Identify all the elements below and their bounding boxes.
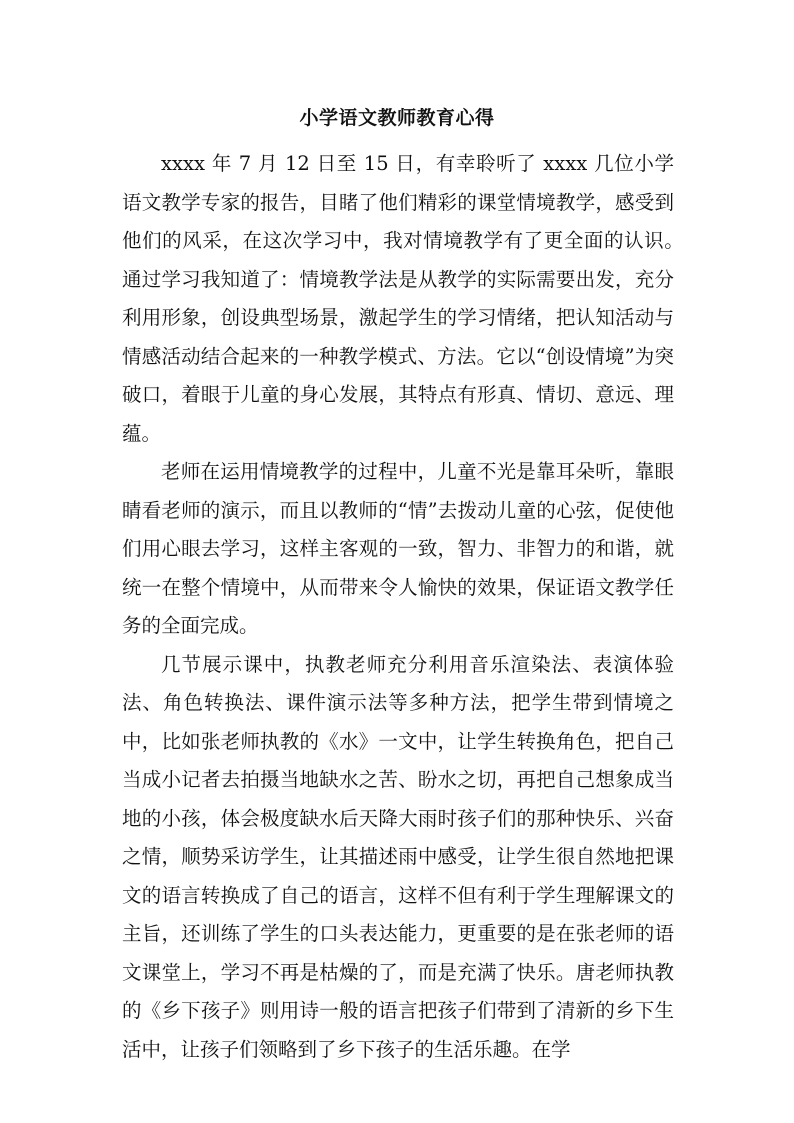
document-body [122,145,714,1069]
document-title: 小学语文教师教育心得 [299,107,495,129]
paragraph-2: 老师在运用情境教学的过程中，儿童不光是靠耳朵听，靠眼睛看老师的演示，而且以教师的“情”去拨动儿童的心弦，促使他们用心眼去学习，这样主客观的一致，智力、非智力的和谐，就统一在整个情境中，从而带来令人愉快的效果，保证语文教学任务的全面完成。 [122,460,674,637]
paragraph-1: xxxx 年 7 月 12 日至 15 日，有幸聆听了 xxxx 几位小学语文教学专家的报告，目睹了他们精彩的课堂情境教学，感受到他们的风采，在这次学习中，我对情境教学有了更全面的认识。 通过学习我知道了：情境教学法是从教学的实际需要出发，充分利用形象，创设典型场景，激起学生的学习情绪，把认知活动与情感活动结合起来的一种教学模式、方法。它以“创设情境”为突破口，着眼于儿童的身心发展，其特点有形真、情切、意远、理蕴。 [122,152,714,445]
paragraph-3: 几节展示课中，执教老师充分利用音乐渲染法、表演体验法、角色转换法、课件演示法等多种方法，把学生带到情境之中，比如张老师执教的《水》一文中，让学生转换角色，把自己当成小记者去拍摄当地缺水之苦、盼水之切，再把自己想象成当地的小孩，体会极度缺水后天降大雨时孩子们的那种快乐、兴奋之情，顺势采访学生，让其描述雨中感受，让学生很自然地把课文的语言转换成了自己的语言，这样不但有利于学生理解课文的主旨，还训练了学生的口头表达能力，更重要的是在张老师的语文课堂上，学习不再是枯燥的了，而是充满了快乐。唐老师执教的《乡下孩子》则用诗一般的语言把孩子们带到了清新的乡下生活中，让孩子们领略到了乡下孩子的生活乐趣。在学 [122,652,674,1061]
